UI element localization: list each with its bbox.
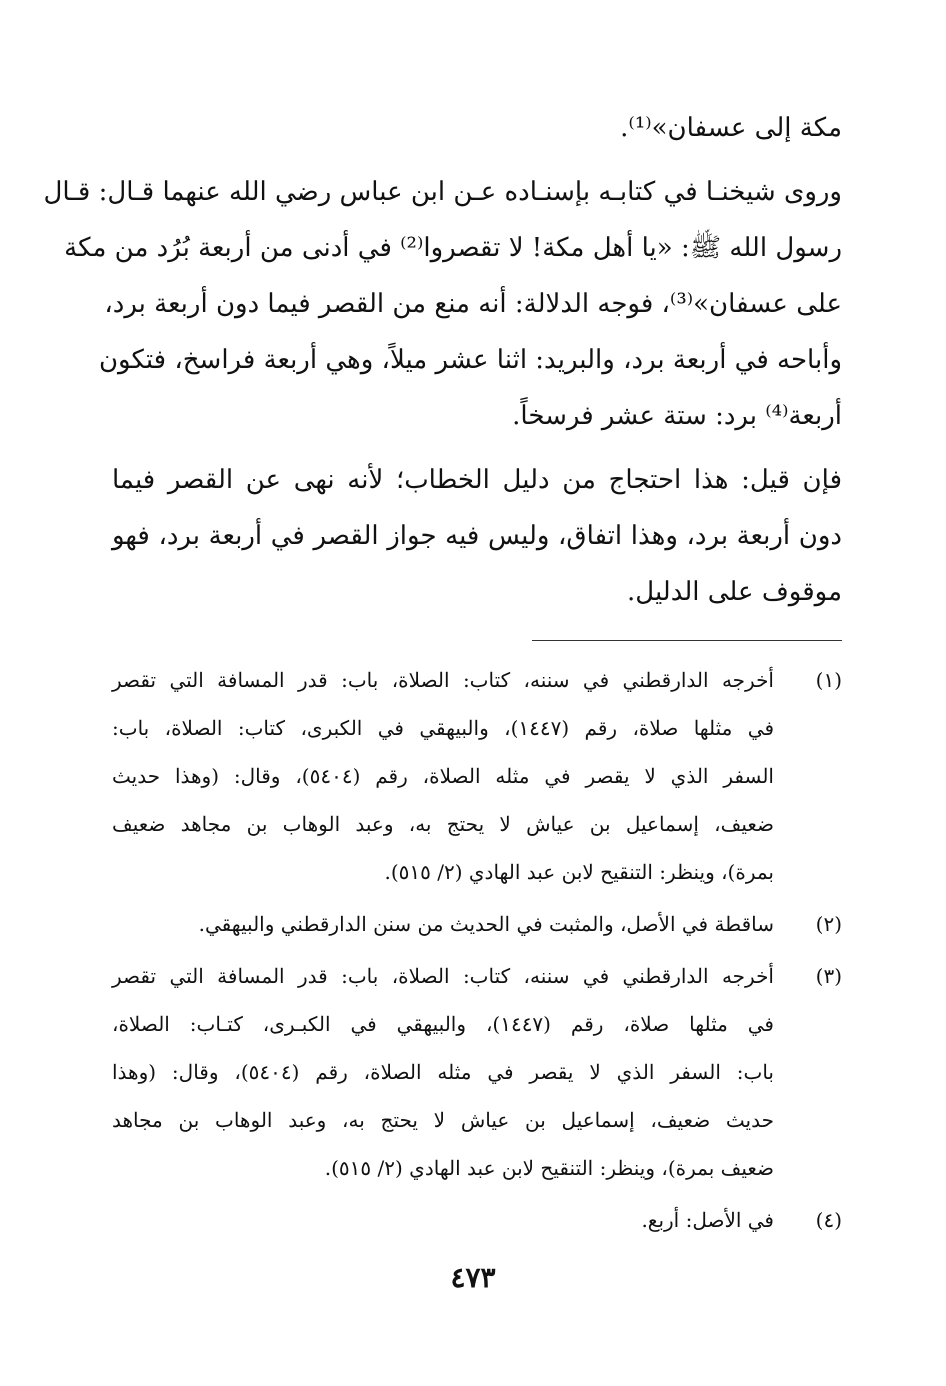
footnote-text <box>112 952 774 1192</box>
text-line: أربعة⁽⁴⁾ برد: ستة عشر فرسخاً. <box>512 401 842 431</box>
footnote-line: ساقطة في الأصل، والمثبت في الحديث من سنن الدارقطني والبيهقي. <box>198 912 774 936</box>
footnotes <box>112 656 842 1244</box>
text-line: موقوف على الدليل. <box>626 577 842 607</box>
text-line: رسول الله ﷺ: «يا أهل مكة! لا تقصروا⁽²⁾ في أدنى من أربعة بُرُد من مكة <box>64 233 842 263</box>
footnote-line: ضعيف بمرة)، وينظر: التنقيح لابن عبد الهادي (٢/ ٥١٥). <box>324 1156 774 1180</box>
main-text <box>43 100 842 620</box>
text-line: دون أربعة برد، وهذا اتفاق، وليس فيه جواز القصر في أربعة برد، فهو <box>112 521 842 551</box>
footnote-1 <box>112 656 842 896</box>
footnote-line: السفر الذي لا يقصر في مثله الصلاة، رقم (٥٤٠٤)، وقال: (وهذا حديث <box>112 764 774 788</box>
footnote-line: ضعيف، إسماعيل بن عياش لا يحتج به، وعبد الوهاب بن مجاهد ضعيف <box>112 812 774 836</box>
footnote-number: (٣) <box>815 964 842 988</box>
footnote-line: حديث ضعيف، إسماعيل بن عياش لا يحتج به، وعبد الوهاب بن مجاهد <box>112 1108 774 1132</box>
footnote-line: في مثلها صلاة، رقم (١٤٤٧)، والبيهقي في الكبرى، كتاب: الصلاة، باب: <box>112 716 775 740</box>
footnote-line: أخرجه الدارقطني في سننه، كتاب: الصلاة، باب: قدر المسافة التي تقصر <box>112 964 774 988</box>
footnote-number: (١) <box>815 668 842 692</box>
footnote-number: (٤) <box>815 1208 842 1232</box>
page-number: ٤٧٣ <box>450 1261 496 1294</box>
text-line: مكة إلى عسفان»⁽¹⁾. <box>620 113 842 143</box>
footnote-line: بمرة)، وينظر: التنقيح لابن عبد الهادي (٢/ ٥١٥). <box>384 860 774 884</box>
text-line: وروى شيخنـا في كتابـه بإسنـاده عـن ابن عباس رضي الله عنهما قـال: قـال <box>43 177 842 207</box>
footnote-line: باب: السفر الذي لا يقصر في مثله الصلاة، رقم (٥٤٠٤)، وقال: (وهذا <box>112 1060 774 1084</box>
footnote-line: في مثلها صلاة، رقم (١٤٤٧)، والبيهقي في الكبـرى، كتـاب: الصلاة، <box>112 1012 774 1036</box>
footnote-text <box>112 656 774 896</box>
text-line: وأباحه في أربعة برد، والبريد: اثنا عشر ميلاً، وهي أربعة فراسخ، فتكون <box>98 345 842 375</box>
footnote-text <box>112 900 774 948</box>
footnote-number: (٢) <box>815 912 842 936</box>
footnote-3 <box>112 952 842 1192</box>
text-line: على عسفان»⁽³⁾، فوجه الدلالة: أنه منع من القصر فيما دون أربعة برد، <box>104 289 842 319</box>
footnote-2 <box>112 900 842 948</box>
footnote-text <box>112 1196 774 1244</box>
text-line: فإن قيل: هذا احتجاج من دليل الخطاب؛ لأنه نهى عن القصر فيما <box>112 465 842 495</box>
footnote-4 <box>112 1196 842 1244</box>
footnote-line: في الأصل: أربع. <box>641 1208 774 1232</box>
footnote-line: أخرجه الدارقطني في سننه، كتاب: الصلاة، باب: قدر المسافة التي تقصر <box>112 668 774 692</box>
footnote-separator <box>532 640 842 641</box>
